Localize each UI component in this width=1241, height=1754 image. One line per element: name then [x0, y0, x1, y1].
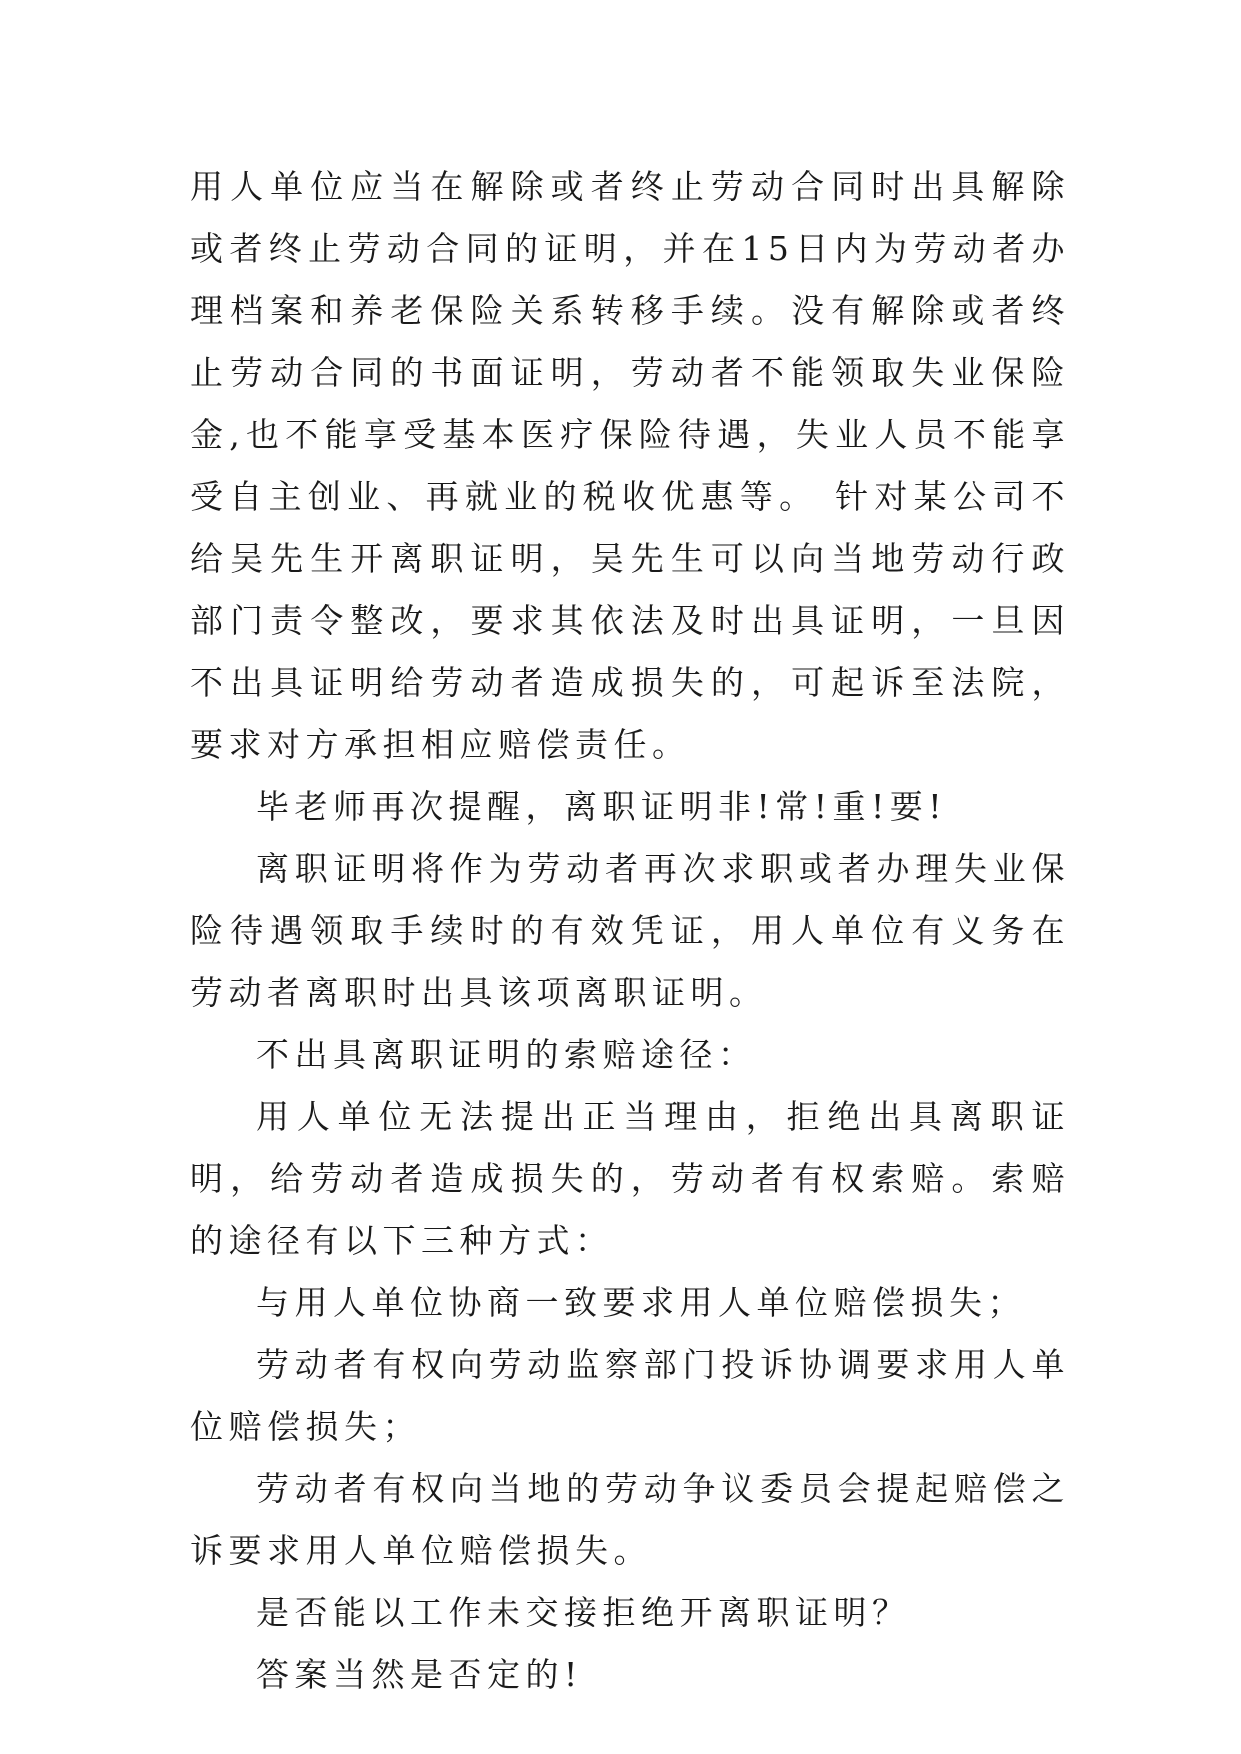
paragraph-question: 是否能以工作未交接拒绝开离职证明？ [256, 1593, 911, 1632]
document-body [190, 156, 1070, 1706]
paragraph-reminder: 毕老师再次提醒，离职证明非!常!重!要! [256, 787, 948, 826]
paragraph-claim-option-arbitration: 劳动者有权向当地的劳动争议委员会提起赔偿之诉要求用人单位赔偿损失。 [190, 1469, 1070, 1570]
paragraph-claim-option-negotiate: 与用人单位协商一致要求用人单位赔偿损失； [256, 1283, 1026, 1322]
paragraph-claim-intro: 用人单位无法提出正当理由，拒绝出具离职证明，给劳动者造成损失的，劳动者有权索赔。索赔的途径有以下三种方式： [190, 1097, 1070, 1260]
paragraph-severance-certificate-obligation: 用人单位应当在解除或者终止劳动合同时出具解除或者终止劳动合同的证明，并在15日内为劳动者办理档案和养老保险关系转移手续。没有解除或者终止劳动合同的书面证明，劳动者不能领取失业保险金,也不能享受基本医疗保险待遇，失业人员不能享受自主创业、再就业的税收优惠等。 针对某公司不给吴先生开离职证明，吴先生可以向当地劳动行政部门责令整改，要求其依法及时出具证明，一旦因不出具证明给劳动者造成损失的，可起诉至法院，要求对方承担相应赔偿责任。 [190, 167, 1070, 764]
paragraph-certificate-purpose: 离职证明将作为劳动者再次求职或者办理失业保险待遇领取手续时的有效凭证，用人单位有义务在劳动者离职时出具该项离职证明。 [190, 849, 1070, 1012]
paragraph-claim-option-complaint: 劳动者有权向劳动监察部门投诉协调要求用人单位赔偿损失； [190, 1345, 1070, 1446]
paragraph-claim-heading: 不出具离职证明的索赔途径： [256, 1035, 757, 1074]
paragraph-answer: 答案当然是否定的! [256, 1655, 583, 1694]
